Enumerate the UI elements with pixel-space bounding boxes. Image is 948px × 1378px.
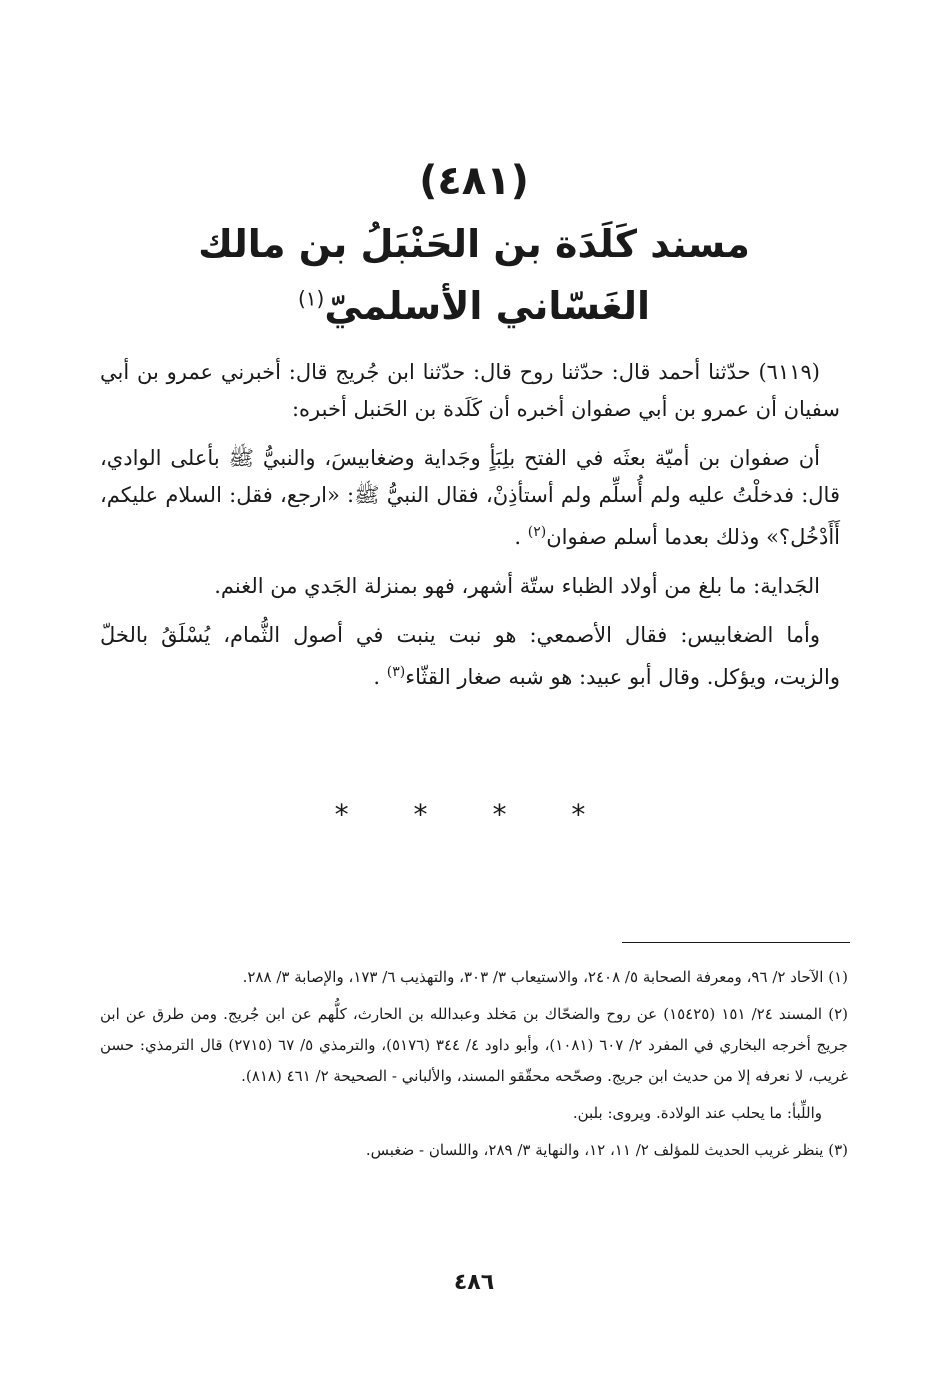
gloss-jadaya: الجَداية: ما بلغ من أولاد الظباء ستّة أشهر، فهو بمنزلة الجَدي من الغنم.	[214, 574, 820, 598]
page-number: ٤٨٦	[453, 1270, 495, 1295]
section-number: (٤٨١)	[419, 158, 529, 204]
title-line-2-text: الغَسّاني الأسلميّ	[324, 284, 651, 328]
title-line-1: مسند كَلَدَة بن الحَنْبَلُ بن مالك	[198, 222, 750, 266]
hadith-footnote-ref: (٢)	[527, 524, 547, 540]
title-line-2	[0, 284, 948, 328]
footnotes	[100, 962, 848, 1172]
hadith-text-body: أن صفوان بن أميّة بعثَه في الفتح بلِبَأٍ وجَداية وضغابيسَ، والنبيُّ ﷺ بأعلى الوادي، قال: فدخلْتُ عليه ولم أُسلِّم ولم أستأذِنْ، فقال النبيُّ ﷺ: «ارجع، فقل: السلام عليكم، أَأَدْخُل؟» وذلك بعدما أسلم صفوان	[100, 446, 840, 549]
gloss-footnote-ref: (٣)	[386, 664, 406, 680]
footnote-3: (٣) ينظر غريب الحديث للمؤلف ٢/ ١١، ١٢، والنهاية ٣/ ٢٨٩، واللسان - ضغبس.	[365, 1141, 848, 1159]
footnote-divider	[622, 942, 850, 943]
gloss-daghabis-end: .	[373, 665, 387, 689]
hadith-text	[100, 440, 840, 556]
footnote-2: (٢) المسند ٢٤/ ١٥١ (١٥٤٢٥) عن روح والضحّاك بن مَخلد وعبدالله بن الحارث، كلُّهم عن ابن جُريج. ومن طرق عن ابن جريج أخرجه البخاري في المفرد ٢/ ٦٠٧ (١٠٨١)، وأبو داود ٤/ ٣٤٤ (٥١٧٦)، والترمذي ٥/ ٦٧ (٢٧١٥) قال الترمذي: حسن غريب، لا نعرفه إلا من حديث ابن جريج. وصحّحه محقّقو المسند، والألباني - الصحيحة ٢/ ٤٦١ (٨١٨).	[100, 1005, 848, 1085]
hadith-chain: (٦١١٩) حدّثنا أحمد قال: حدّثنا روح قال: حدّثنا ابن جُريج قال: أخبرني عمرو بن أبي سفيان أن عمرو بن أبي صفوان أخبره أن كَلَدة بن الحَنبل أخبره:	[100, 360, 840, 421]
title-footnote-ref: (١)	[297, 286, 325, 311]
gloss-daghabis	[100, 617, 840, 696]
section-separator: * * * *	[334, 798, 614, 831]
hadith-text-end: .	[514, 525, 528, 549]
footnote-1: (١) الآحاد ٢/ ٩٦، ومعرفة الصحابة ٥/ ٢٤٠٨، والاستيعاب ٣/ ٣٠٣، والتهذيب ٦/ ١٧٣، والإصابة ٣/ ٢٨٨.	[242, 968, 848, 986]
main-text	[100, 354, 840, 708]
gloss-daghabis-body: وأما الضغابيس: فقال الأصمعي: هو نبت ينبت في أصول الثُّمام، يُسْلَقُ بالخلّ والزيت، ويؤكل. وقال أبو عبيد: هو شبه صغار القثّاء	[100, 623, 840, 689]
footnote-2-gloss: واللِّبأ: ما يحلب عند الولادة. ويروى: بلبن.	[572, 1104, 822, 1122]
